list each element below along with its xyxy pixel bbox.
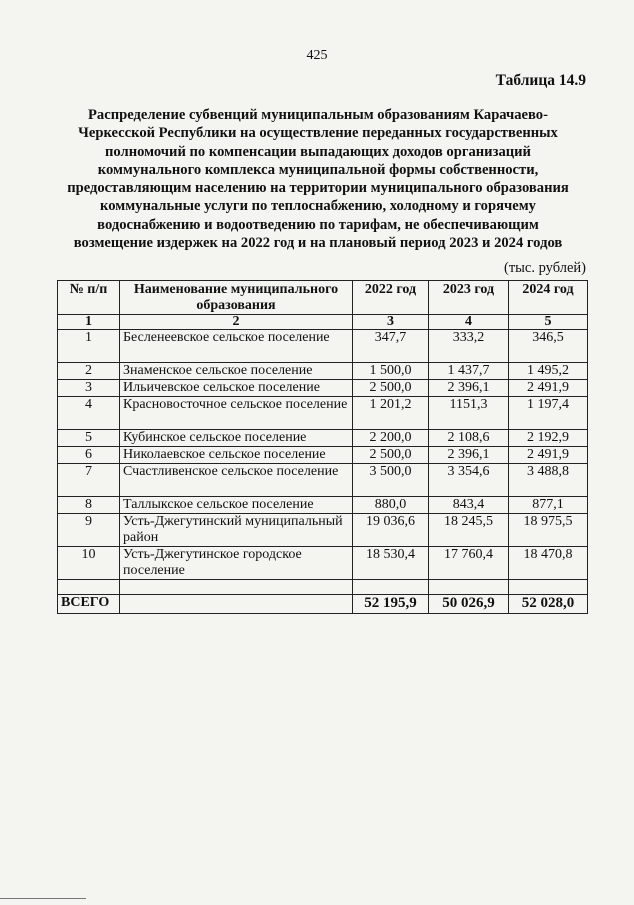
table-row [58,464,588,497]
value-2023: 1 437,7 [429,363,509,380]
empty-cell [429,580,509,595]
value-2023: 2 396,1 [429,380,509,397]
row-num: 8 [58,497,120,514]
row-name: Усть-Джегутинское городское поселение [120,547,353,580]
subvention-table [57,280,588,614]
value-2022: 19 036,6 [353,514,429,547]
value-2023: 1151,3 [429,397,509,430]
row-num: 4 [58,397,120,430]
column-index: 2 [120,315,353,330]
table-row [58,547,588,580]
value-2024: 2 491,9 [509,447,588,464]
value-2023: 18 245,5 [429,514,509,547]
value-2024: 18 470,8 [509,547,588,580]
total-label: ВСЕГО [58,595,120,614]
value-2024: 18 975,5 [509,514,588,547]
value-2024: 1 197,4 [509,397,588,430]
value-2022: 1 201,2 [353,397,429,430]
row-name: Знаменское сельское поселение [120,363,353,380]
row-num: 10 [58,547,120,580]
table-row [58,447,588,464]
row-num: 2 [58,363,120,380]
row-name: Счастливенское сельское поселение [120,464,353,497]
row-name: Таллыкское сельское поселение [120,497,353,514]
total-2024: 52 028,0 [509,595,588,614]
row-num: 9 [58,514,120,547]
row-num: 1 [58,330,120,363]
value-2024: 3 488,8 [509,464,588,497]
value-2024: 1 495,2 [509,363,588,380]
page-edge-line [0,898,86,899]
value-2024: 346,5 [509,330,588,363]
table-row [58,380,588,397]
value-2022: 880,0 [353,497,429,514]
table-row [58,363,588,380]
empty-cell [120,595,353,614]
units-label: (тыс. рублей) [504,260,586,276]
value-2022: 1 500,0 [353,363,429,380]
row-name: Ильичевское сельское поселение [120,380,353,397]
value-2024: 2 192,9 [509,430,588,447]
header-2023: 2023 год [429,281,509,315]
row-num: 7 [58,464,120,497]
page-number: 425 [306,48,328,63]
column-index: 3 [353,315,429,330]
column-index: 1 [58,315,120,330]
empty-cell [509,580,588,595]
value-2022: 18 530,4 [353,547,429,580]
row-name: Бесленеевское сельское поселение [120,330,353,363]
value-2024: 877,1 [509,497,588,514]
value-2023: 333,2 [429,330,509,363]
value-2023: 3 354,6 [429,464,509,497]
row-num: 6 [58,447,120,464]
value-2022: 2 500,0 [353,447,429,464]
header-2024: 2024 год [509,281,588,315]
column-index-row [58,315,588,330]
table-row [58,330,588,363]
header-name: Наименование муниципального образования [120,281,353,315]
table-label: Таблица 14.9 [495,72,586,89]
table-header-row [58,281,588,315]
row-name: Красновосточное сельское поселение [120,397,353,430]
total-2022: 52 195,9 [353,595,429,614]
empty-row [58,580,588,595]
empty-cell [58,580,120,595]
total-2023: 50 026,9 [429,595,509,614]
value-2022: 2 200,0 [353,430,429,447]
header-num: № п/п [58,281,120,315]
value-2022: 347,7 [353,330,429,363]
value-2024: 2 491,9 [509,380,588,397]
total-row [58,595,588,614]
column-index: 4 [429,315,509,330]
row-name: Кубинское сельское поселение [120,430,353,447]
table-row [58,397,588,430]
row-name: Усть-Джегутинский муниципальный район [120,514,353,547]
header-2022: 2022 год [353,281,429,315]
value-2023: 2 108,6 [429,430,509,447]
empty-cell [120,580,353,595]
row-num: 5 [58,430,120,447]
row-name: Николаевское сельское поселение [120,447,353,464]
value-2022: 3 500,0 [353,464,429,497]
column-index: 5 [509,315,588,330]
row-num: 3 [58,380,120,397]
value-2023: 843,4 [429,497,509,514]
value-2023: 2 396,1 [429,447,509,464]
empty-cell [353,580,429,595]
table-row [58,497,588,514]
table-row [58,430,588,447]
table-row [58,514,588,547]
value-2023: 17 760,4 [429,547,509,580]
document-title: Распределение субвенций муниципальным образованиям Карачаево- Черкесской Республики на осуществление переданных государственных полномочий по компенсации выпадающих доходов организаций коммунального комплекса муниципальной формы собственности, предоставляющим населению на территории муниципального образования коммунальные услуги по теплоснабжению, холодному и горячему водоснабжению и водоотведению по тарифам, не обеспечивающим возмещение издержек на 2022 год и на плановый период 2023 и 2024 годов [67,107,569,252]
value-2022: 2 500,0 [353,380,429,397]
